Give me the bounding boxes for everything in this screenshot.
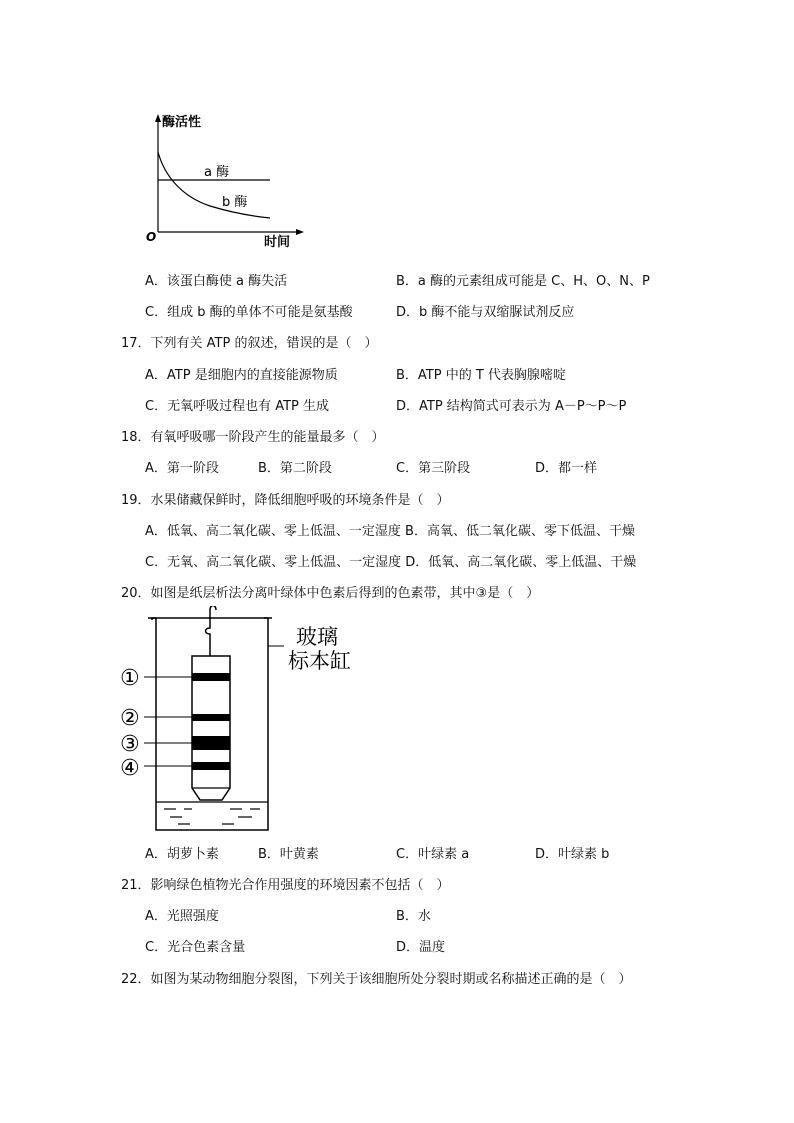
q16-option-c[interactable]: C．组成 b 酶的单体不可能是氨基酸 <box>145 305 353 320</box>
x-axis-arrow <box>296 229 304 235</box>
q17-option-c[interactable]: C．无氧呼吸过程也有 ATP 生成 <box>145 399 330 414</box>
q21-option-b[interactable]: B．水 <box>396 909 431 924</box>
q16-option-a[interactable]: A．该蛋白酶使 a 酶失活 <box>145 274 288 289</box>
origin-label: O <box>146 230 157 244</box>
q18-option-d[interactable]: D．都一样 <box>535 461 598 476</box>
q20-option-b[interactable]: B．叶黄素 <box>258 847 319 862</box>
band-label-4: ④ <box>120 756 140 781</box>
q17-option-a[interactable]: A．ATP 是细胞内的直接能源物质 <box>145 368 338 383</box>
q18-option-c[interactable]: C．第三阶段 <box>396 461 471 476</box>
q20-option-a[interactable]: A．胡萝卜素 <box>145 847 219 862</box>
pigment-band-1 <box>192 673 230 681</box>
q19-options-line1[interactable]: A．低氧、高二氧化碳、零上低温、一定湿度 B．高氧、低二氧化碳、零下低温、干燥 <box>145 524 635 539</box>
hook-icon <box>206 606 217 656</box>
q17-stem: 17．下列有关 ATP 的叙述，错误的是（ ） <box>121 336 378 351</box>
q22-stem: 22．如图为某动物细胞分裂图，下列关于该细胞所处分裂时期或名称描述正确的是（ ） <box>121 972 632 987</box>
enzyme-activity-graph <box>140 108 310 250</box>
y-axis-arrow <box>155 114 161 122</box>
curve-b-label: b 酶 <box>222 195 248 210</box>
q18-option-a[interactable]: A．第一阶段 <box>145 461 219 476</box>
pigment-band-2 <box>192 714 230 721</box>
solvent-dashes <box>164 809 260 824</box>
band-label-2: ② <box>120 706 140 731</box>
band-label-1: ① <box>120 666 140 691</box>
curve-a-label: a 酶 <box>204 165 230 180</box>
q18-option-b[interactable]: B．第二阶段 <box>258 461 332 476</box>
q21-stem: 21．影响绿色植物光合作用强度的环境因素不包括（ ） <box>121 878 450 893</box>
q20-option-d[interactable]: D．叶绿素 b <box>535 847 610 862</box>
y-axis-label: 酶活性 <box>162 115 202 130</box>
curve-b-enzyme <box>158 152 270 218</box>
q20-option-c[interactable]: C．叶绿素 a <box>396 847 470 862</box>
q19-stem: 19．水果储藏保鲜时，降低细胞呼吸的环境条件是（ ） <box>121 493 450 508</box>
q16-option-d[interactable]: D．b 酶不能与双缩脲试剂反应 <box>396 305 575 320</box>
x-axis-label: 时间 <box>264 235 291 250</box>
q19-options-line2[interactable]: C．无氧、高二氧化碳、零上低温、一定湿度 D．低氧、高二氧化碳、零上低温、干燥 <box>145 555 637 570</box>
q21-option-c[interactable]: C．光合色素含量 <box>145 940 246 955</box>
jar-label-line1: 玻璃 <box>296 625 338 649</box>
q21-option-d[interactable]: D．温度 <box>396 940 446 955</box>
jar-label-line2: 标本缸 <box>288 649 351 673</box>
pigment-band-4 <box>192 762 230 770</box>
q17-option-b[interactable]: B．ATP 中的 T 代表胸腺嘧啶 <box>396 368 566 383</box>
q18-stem: 18．有氧呼吸哪一阶段产生的能量最多（ ） <box>121 430 385 445</box>
q20-stem: 20．如图是纸层析法分离叶绿体中色素后得到的色素带，其中③是（ ） <box>121 586 540 601</box>
q21-option-a[interactable]: A．光照强度 <box>145 909 219 924</box>
q17-option-d[interactable]: D．ATP 结构简式可表示为 A－P～P～P <box>396 399 627 414</box>
band-label-3: ③ <box>120 732 140 757</box>
chromatography-diagram <box>118 606 368 836</box>
q16-option-b[interactable]: B．a 酶的元素组成可能是 C、H、O、N、P <box>396 274 650 289</box>
pigment-band-3 <box>192 736 230 750</box>
